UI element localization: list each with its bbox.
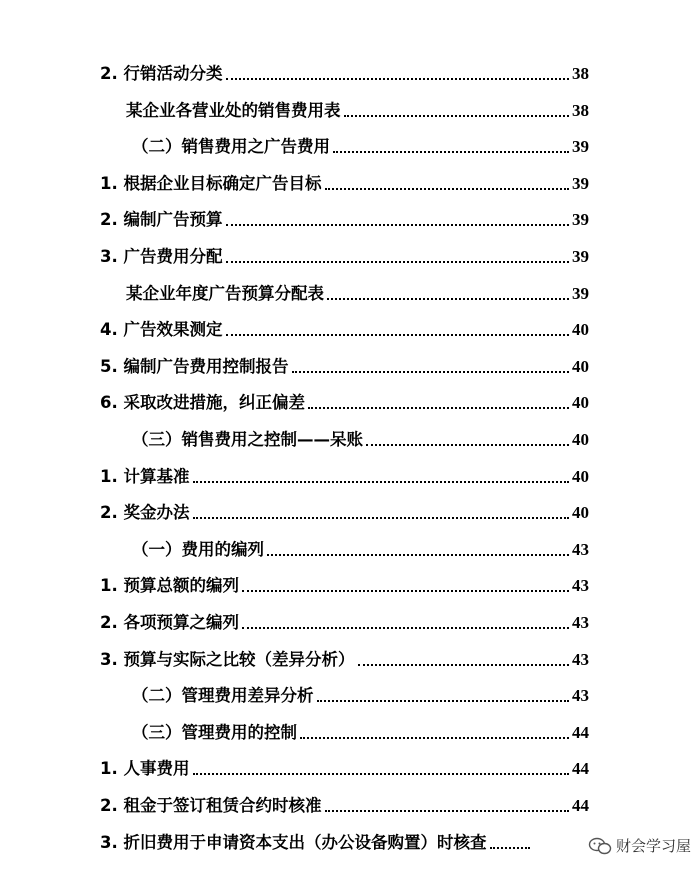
- toc-entry[interactable]: [100, 165, 589, 195]
- toc-entry-title: 某企业年度广告预算分配表: [126, 283, 324, 303]
- toc-leader-dots: [226, 334, 570, 336]
- toc-leader-dots: [193, 517, 570, 519]
- toc-entry-page: 40: [572, 356, 589, 376]
- toc-entry[interactable]: [100, 567, 589, 597]
- toc-entry-title: （一）费用的编列: [132, 539, 264, 559]
- toc-leader-dots: [327, 298, 569, 300]
- toc-entry-page: 39: [572, 210, 589, 230]
- toc-entry-title: 6. 采取改进措施，纠正偏差: [100, 393, 305, 413]
- toc-entry-page: 39: [572, 173, 589, 193]
- toc-entry-page: 43: [572, 539, 589, 559]
- toc-entry-page: 39: [572, 283, 589, 303]
- watermark: [588, 835, 691, 856]
- toc-entry[interactable]: [100, 750, 589, 780]
- toc-entry-page: 44: [572, 796, 589, 815]
- toc-leader-dots: [193, 481, 570, 483]
- toc-entry-page: 43: [572, 576, 589, 596]
- toc-leader-dots: [308, 407, 569, 409]
- toc-entry[interactable]: [100, 311, 589, 341]
- toc-entry-title: （二）管理费用差异分析: [132, 686, 314, 706]
- toc-entry-page: 43: [572, 613, 589, 632]
- toc-leader-dots: [490, 847, 530, 849]
- watermark-text: 财会学习屋: [615, 837, 691, 855]
- toc-entry-title: 2. 行销活动分类: [100, 64, 223, 83]
- toc-entry-page: 40: [572, 430, 589, 449]
- toc-entry[interactable]: [100, 275, 589, 305]
- toc-leader-dots: [242, 590, 569, 592]
- toc-entry-title: 1. 计算基准: [100, 466, 190, 486]
- toc-entry-title: 3. 广告费用分配: [100, 247, 223, 266]
- toc-entry-title: 2. 租金于签订租赁合约时核准: [100, 796, 322, 815]
- toc-entry-title: 5. 编制广告费用控制报告: [100, 356, 289, 376]
- toc-entry[interactable]: [100, 238, 589, 268]
- toc-entry-page: 38: [572, 100, 589, 120]
- toc-entry-page: 40: [572, 503, 589, 523]
- toc-leader-dots: [193, 773, 570, 775]
- toc-entry[interactable]: [100, 201, 589, 231]
- toc-entry-title: 2. 各项预算之编列: [100, 613, 239, 632]
- toc-entry-title: 2. 奖金办法: [100, 503, 190, 523]
- toc-leader-dots: [226, 78, 570, 80]
- toc-entry-page: 39: [572, 137, 589, 157]
- toc-entry-title: 1. 人事费用: [100, 759, 190, 779]
- toc-leader-dots: [333, 151, 569, 153]
- toc-entry[interactable]: [100, 494, 589, 524]
- toc-entry-title: （二）销售费用之广告费用: [132, 137, 330, 157]
- toc-entry[interactable]: [100, 824, 589, 854]
- toc-entry-page: 40: [572, 320, 589, 340]
- toc-entry[interactable]: [100, 604, 589, 634]
- toc-entry-title: （三）管理费用的控制: [132, 722, 297, 742]
- toc-entry-page: 43: [572, 649, 589, 669]
- toc-entry-title: 某企业各营业处的销售费用表: [126, 100, 341, 120]
- toc-leader-dots: [317, 700, 570, 702]
- toc-entry-title: 4. 广告效果测定: [100, 320, 223, 340]
- toc-entry-page: 43: [572, 686, 589, 706]
- toc-entry-title: 3. 折旧费用于申请资本支出（办公设备购置）时核查: [100, 832, 487, 852]
- toc-entry-title: 1. 根据企业目标确定广告目标: [100, 173, 322, 193]
- toc-leader-dots: [366, 444, 569, 446]
- toc-leader-dots: [344, 115, 570, 117]
- toc-entry-page: 40: [572, 466, 589, 486]
- toc-entry[interactable]: [100, 92, 589, 122]
- toc-leader-dots: [358, 664, 570, 666]
- toc-leader-dots: [226, 224, 570, 226]
- toc-leader-dots: [226, 261, 570, 263]
- toc-entry-title: 3. 预算与实际之比较（差异分析）: [100, 649, 355, 669]
- toc-entry[interactable]: [100, 458, 589, 488]
- toc-leader-dots: [267, 554, 569, 556]
- toc-entry[interactable]: [100, 348, 589, 378]
- toc-entry-page: 38: [572, 64, 589, 83]
- toc-entry-page: 44: [572, 759, 589, 779]
- wechat-icon: [588, 837, 612, 855]
- toc-entry[interactable]: [100, 677, 589, 707]
- toc-entry-page: 40: [572, 393, 589, 413]
- toc-leader-dots: [242, 627, 569, 629]
- toc-leader-dots: [325, 188, 570, 190]
- toc-entry-page: 44: [572, 722, 589, 742]
- toc-entry-title: 2. 编制广告预算: [100, 210, 223, 230]
- toc-entry[interactable]: [100, 55, 589, 85]
- toc-entry-page: 39: [572, 247, 589, 266]
- toc-entry[interactable]: [100, 128, 589, 158]
- toc-leader-dots: [292, 371, 570, 373]
- toc-leader-dots: [325, 810, 570, 812]
- toc-entry[interactable]: [100, 531, 589, 561]
- toc-entry[interactable]: [100, 787, 589, 817]
- toc-entry[interactable]: [100, 421, 589, 451]
- toc-leader-dots: [300, 737, 569, 739]
- toc-entry-title: 1. 预算总额的编列: [100, 576, 239, 596]
- toc-entry[interactable]: [100, 641, 589, 671]
- toc-entry[interactable]: [100, 384, 589, 414]
- toc-entry-title: （三）销售费用之控制——呆账: [132, 430, 363, 449]
- toc-entry[interactable]: [100, 714, 589, 744]
